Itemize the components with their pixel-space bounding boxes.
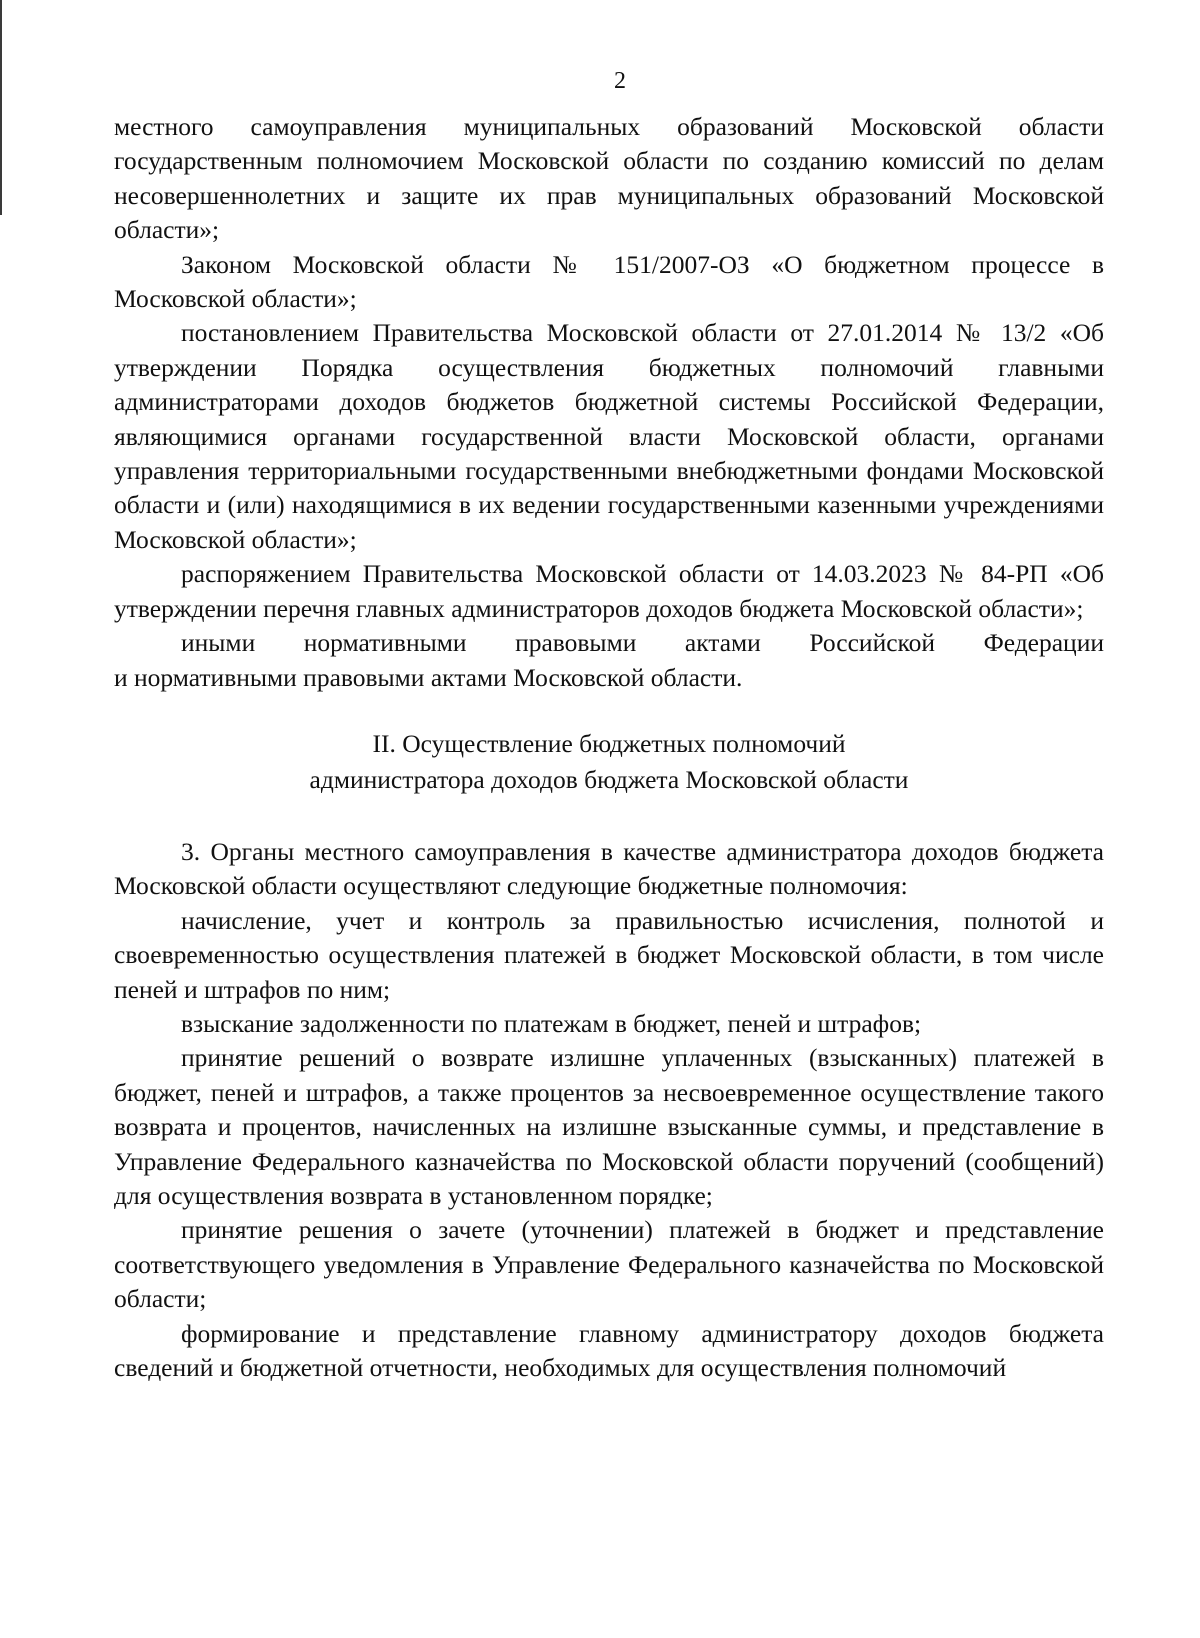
section-heading-line-2: администратора доходов бюджета Московской области: [309, 764, 909, 794]
page-number: 2: [614, 68, 626, 94]
paragraph-law-reference: Законом Московской области № 151/2007-ОЗ «О бюджетном процессе в Московской области»;: [114, 249, 1104, 314]
paragraph-reporting: формирование и представление главному администратору доходов бюджета сведений и бюджетной отчетности, необходимых для осуществления полномочий: [114, 1318, 1104, 1382]
paragraph-order-reference: распоряжением Правительства Московской области от 14.03.2023 № 84-РП «Об утверждении перечня главных администраторов доходов бюджета Московской области»;: [114, 559, 1104, 623]
paragraph-continuation: местного самоуправления муниципальных образований Московской области государственным полномочием Московской области по созданию комиссий по делам несовершеннолетних и защите их прав муниципальных образований Московской области»;: [114, 112, 1104, 245]
paragraph-other-acts: иными нормативными правовыми актами Российской Федерации: [181, 628, 1104, 658]
section-heading-line-1: II. Осуществление бюджетных полномочий: [372, 728, 846, 758]
paragraph-resolution-reference: постановлением Правительства Московской области от 27.01.2014 № 13/2 «Об утверждении Порядка осуществления бюджетных полномочий главными администраторами доходов бюджетов бюджетной системы Российской Федерации, являющимися органами государственной власти Московской области, органами управления территориальными государственными внебюджетными фондами Московской области и (или) находящимися в их ведении государственными казенными учреждениями Московской области»;: [114, 318, 1104, 554]
paragraph-offset-decision: принятие решения о зачете (уточнении) платежей в бюджет и представление соответствующего уведомления в Управление Федерального казначейства по Московской области;: [114, 1215, 1104, 1314]
paragraph-accrual: начисление, учет и контроль за правильностью исчисления, полнотой и своевременностью осуществления платежей в бюджет Московской области, в том числе пеней и штрафов по ним;: [114, 905, 1104, 1004]
document-body: [114, 110, 1104, 1385]
paragraph-refund-decision: принятие решений о возврате излишне уплаченных (взысканных) платежей в бюджет, пеней и штрафов, а также процентов за несвоевременное осуществление такого возврата и процентов, начисленных на излишне взысканные суммы, и представление в Управление Федерального казначейства по Московской области поручений (сообщений) для осуществления возврата в установленном порядке;: [114, 1043, 1104, 1210]
section-heading: [114, 726, 1104, 798]
paragraph-other-acts-continued: и нормативными правовыми актами Московской области.: [114, 662, 743, 692]
paragraph-debt-collection: взыскание задолженности по платежам в бюджет, пеней и штрафов;: [181, 1008, 922, 1038]
paragraph-item-3: 3. Органы местного самоуправления в качестве администратора доходов бюджета Московской области осуществляют следующие бюджетные полномочия:: [114, 836, 1104, 901]
scan-edge-line: [0, 0, 2, 215]
